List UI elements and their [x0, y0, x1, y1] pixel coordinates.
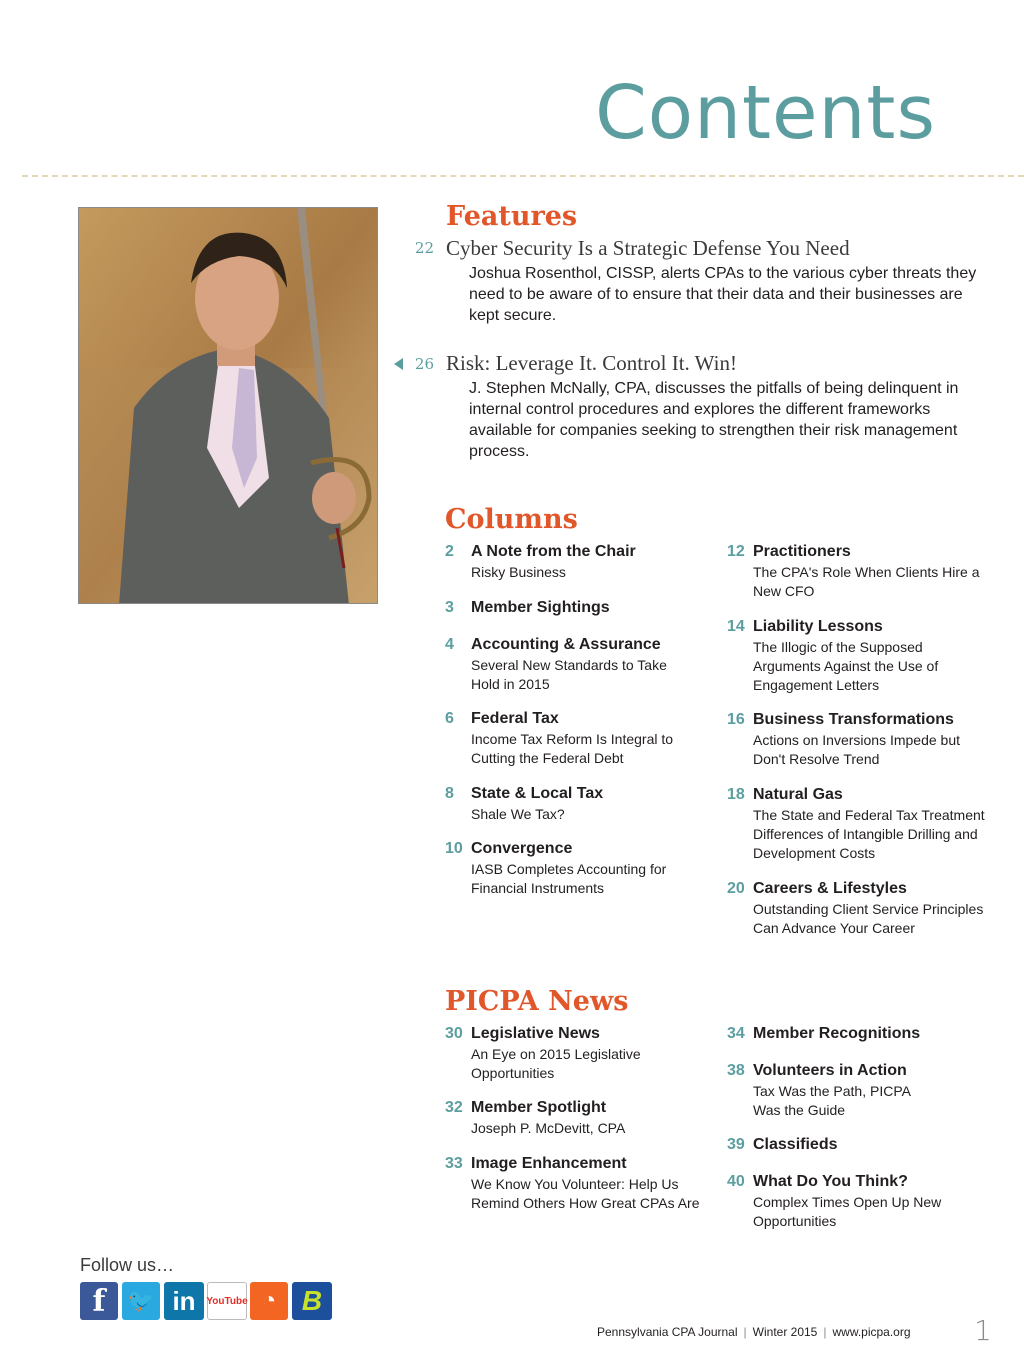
item-subtitle: Income Tax Reform Is Integral to Cutting the Federal Debt: [471, 731, 674, 766]
page-number: 16: [727, 711, 745, 728]
picpa-news-heading: PICPA News: [445, 986, 629, 1017]
item-title: Convergence: [471, 840, 573, 857]
item-title: Practitioners: [753, 543, 851, 560]
page-number: 40: [727, 1173, 745, 1190]
item-title: A Note from the Chair: [471, 543, 636, 560]
page-number: 2: [445, 543, 454, 560]
page-number: 6: [445, 710, 454, 727]
item-title: Member Sightings: [471, 599, 610, 616]
item-subtitle: Actions on Inversions Impede but Don't Resolve Trend: [753, 732, 961, 767]
cover-story-arrow-icon: [394, 358, 403, 370]
item-subtitle: Complex Times Open Up New Opportunities: [753, 1194, 942, 1229]
item-title: Legislative News: [471, 1025, 600, 1042]
page-number: 3: [445, 599, 454, 616]
page-number: 32: [445, 1099, 463, 1116]
item-title: State & Local Tax: [471, 785, 604, 802]
cover-photo: [78, 207, 378, 604]
item-subtitle: The Illogic of the Supposed Arguments Against the Use of Engagement Letters: [753, 639, 939, 693]
item-title: Volunteers in Action: [753, 1062, 907, 1079]
page-title: Contents: [595, 70, 936, 156]
journal-name: Pennsylvania CPA Journal: [597, 1325, 738, 1339]
page-number: 8: [445, 785, 454, 802]
item-subtitle: Tax Was the Path, PICPA Was the Guide: [753, 1083, 911, 1118]
dashed-divider: [22, 175, 1024, 177]
item-subtitle: IASB Completes Accounting for Financial Instruments: [471, 861, 667, 896]
youtube-icon[interactable]: YouTube: [207, 1282, 247, 1320]
linkedin-icon[interactable]: in: [164, 1282, 204, 1320]
blog-icon[interactable]: B: [292, 1282, 332, 1320]
page-number: 10: [445, 840, 463, 857]
twitter-icon[interactable]: 🐦: [122, 1282, 160, 1320]
page-footer: [597, 1325, 911, 1339]
feature-page-number: 26: [414, 355, 434, 373]
feature-description: Joshua Rosenthol, CISSP, alerts CPAs to the various cyber threats they need to be aware of to ensure that their data and their businesses are kept secure.: [469, 265, 977, 324]
feature-description: J. Stephen McNally, CPA, discusses the pitfalls of being delinquent in internal control procedures and explores the different frameworks available for companies seeking to strengthen their risk management process.: [469, 380, 959, 460]
facebook-icon[interactable]: f: [80, 1282, 118, 1320]
page-number: 39: [727, 1136, 745, 1153]
follow-us-label: Follow us…: [80, 1255, 175, 1275]
item-subtitle: Several New Standards to Take Hold in 2015: [471, 657, 667, 692]
item-title: Accounting & Assurance: [471, 636, 661, 653]
item-subtitle: Outstanding Client Service Principles Can Advance Your Career: [753, 901, 984, 936]
footer-separator: |: [743, 1325, 747, 1339]
page-number: 38: [727, 1062, 745, 1079]
page-number: 20: [727, 880, 745, 897]
item-subtitle: Risky Business: [471, 564, 566, 580]
item-title: Natural Gas: [753, 786, 843, 803]
rss-icon[interactable]: ◔: [250, 1282, 288, 1320]
page-number: 18: [727, 786, 745, 803]
man-with-sword-illustration: [79, 208, 378, 604]
item-title: Member Recognitions: [753, 1025, 921, 1042]
item-subtitle: We Know You Volunteer: Help Us Remind Others How Great CPAs Are: [471, 1176, 700, 1211]
item-title: Federal Tax: [471, 710, 559, 727]
item-title: Business Transformations: [753, 711, 954, 728]
item-title: Liability Lessons: [753, 618, 883, 635]
footer-separator: |: [823, 1325, 827, 1339]
page-number: 12: [727, 543, 745, 560]
item-subtitle: The State and Federal Tax Treatment Differences of Intangible Drilling and Development Costs: [753, 807, 985, 861]
feature-title[interactable]: Cyber Security Is a Strategic Defense You Need: [446, 236, 850, 260]
item-title: What Do You Think?: [753, 1173, 908, 1190]
columns-heading: Columns: [445, 504, 578, 535]
feature-title[interactable]: Risk: Leverage It. Control It. Win!: [446, 351, 737, 375]
item-subtitle: Joseph P. McDevitt, CPA: [471, 1120, 626, 1136]
item-title: Careers & Lifestyles: [753, 880, 907, 897]
item-title: Member Spotlight: [471, 1099, 607, 1116]
item-subtitle: The CPA's Role When Clients Hire a New CFO: [753, 564, 980, 599]
issue-date: Winter 2015: [752, 1325, 818, 1339]
page-number: 14: [727, 618, 745, 635]
feature-page-number: 22: [414, 239, 434, 257]
page-number: 33: [445, 1155, 463, 1172]
item-title: Image Enhancement: [471, 1155, 627, 1172]
website-link[interactable]: www.picpa.org: [832, 1325, 911, 1339]
page-number-footer: 1: [974, 1314, 992, 1347]
page-number: 34: [727, 1025, 745, 1042]
page-number: 4: [445, 636, 454, 653]
item-subtitle: An Eye on 2015 Legislative Opportunities: [471, 1046, 641, 1081]
item-subtitle: Shale We Tax?: [471, 806, 565, 822]
page-number: 30: [445, 1025, 463, 1042]
features-heading: Features: [446, 201, 578, 232]
item-title: Classifieds: [753, 1136, 838, 1153]
